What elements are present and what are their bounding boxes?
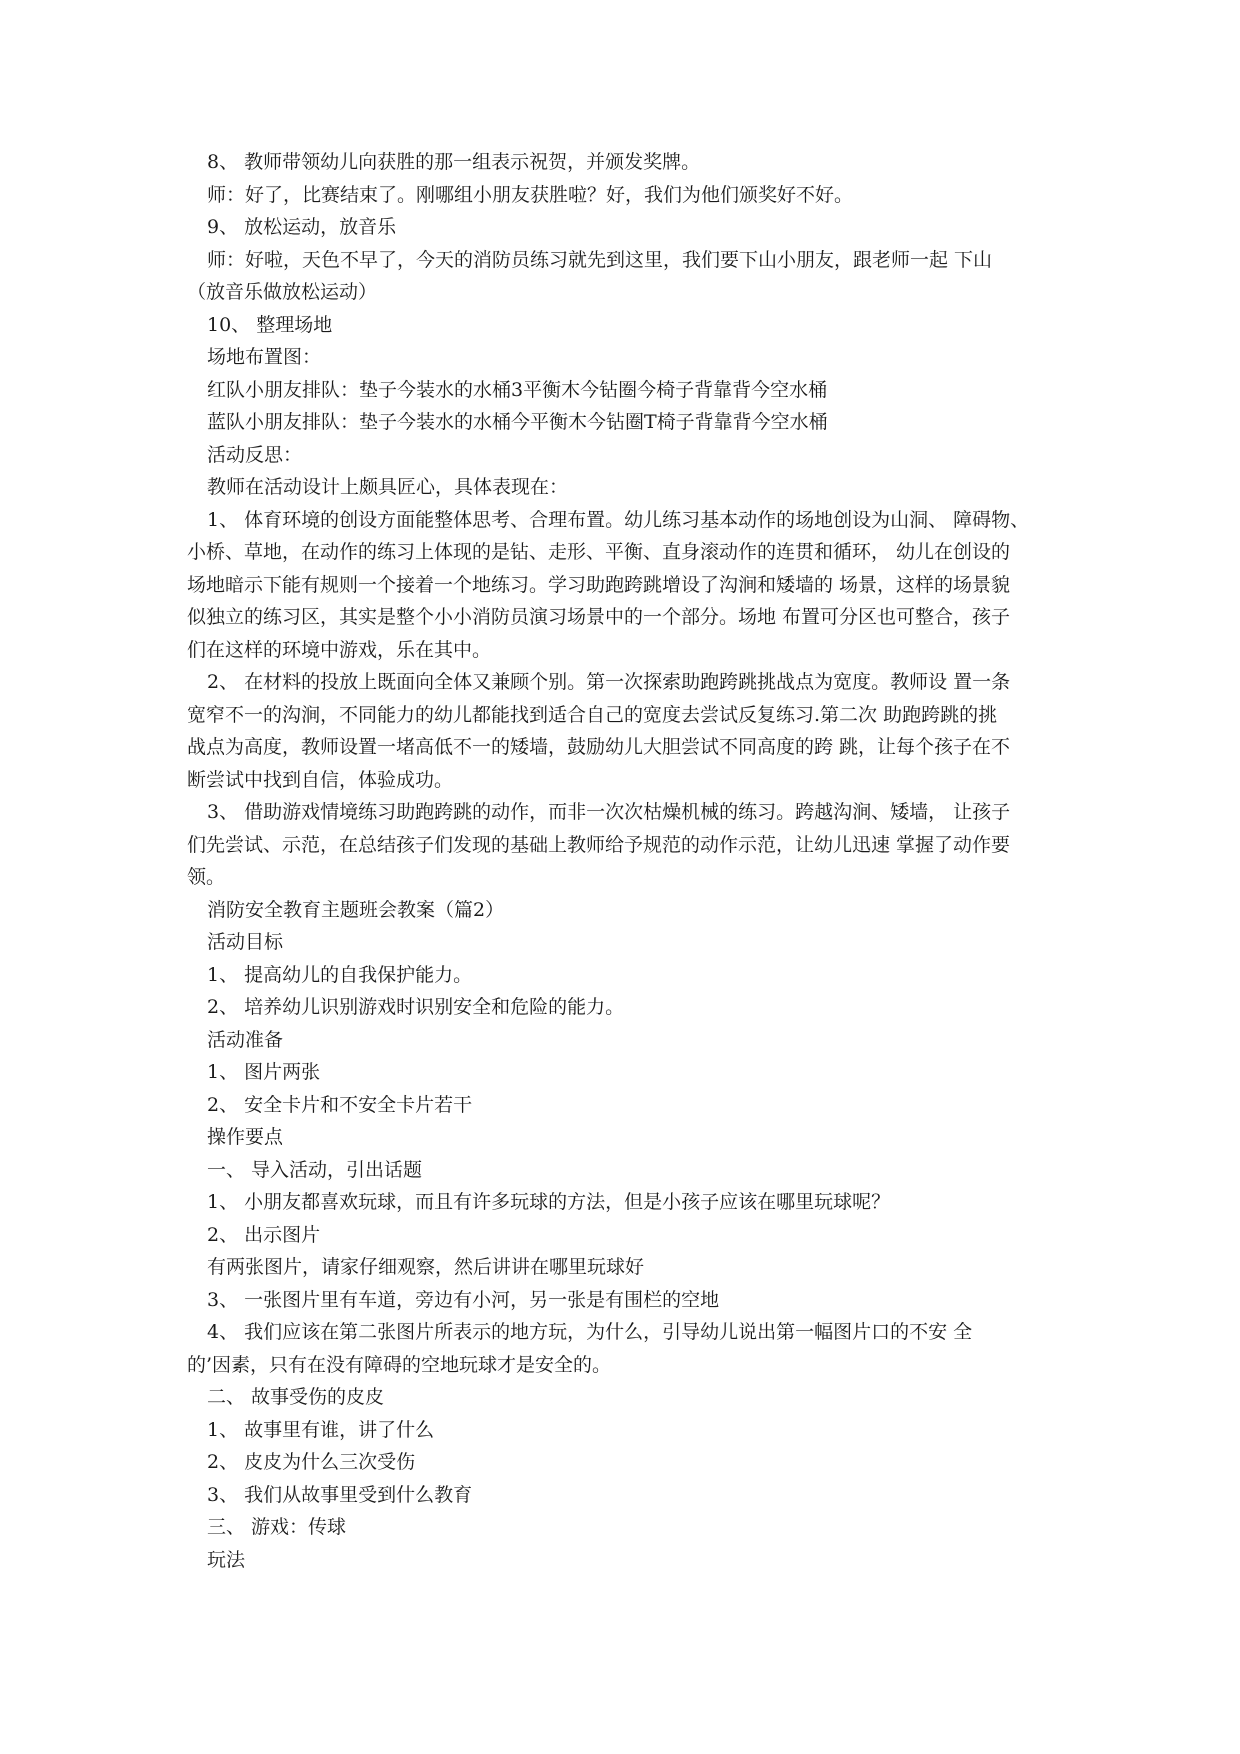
text-line: 2、 在材料的投放上既面向全体又兼顾个别。第一次探索助跑跨跳挑战点为宽度。教师设 置一条 [207, 671, 1011, 693]
section-heading: 消防安全教育主题班会教案（篇2） [207, 898, 505, 921]
text-line: 8、 教师带领幼儿向获胜的那一组表示祝贺，并颁发奖牌。 [207, 151, 701, 173]
text-line: 蓝队小朋友排队：垫子今装水的水桶今平衡木今钻圈T椅子背靠背今空水桶 [207, 411, 828, 433]
text-line: 场地暗示下能有规则一个接着一个地练习。学习助跑跨跳增设了沟涧和矮墙的 场景，这样的场景貌 [187, 573, 1011, 596]
text-line: 小桥、草地，在动作的练习上体现的是钻、走形、平衡、直身滚动作的连贯和循环， 幼儿在创设的 [187, 541, 1011, 563]
text-line: 们先尝试、示范，在总结孩子们发现的基础上教师给予规范的动作示范，让幼儿迅速 掌握了动作要 [187, 833, 1011, 856]
text-line: 2、 安全卡片和不安全卡片若干 [207, 1093, 473, 1116]
text-line: 3、 一张图片里有车道，旁边有小河，另一张是有围栏的空地 [207, 1288, 720, 1311]
text-line: 场地布置图： [207, 346, 322, 368]
text-line: 一、 导入活动，引出话题 [207, 1158, 423, 1181]
text-line: 师：好啦，天色不早了，今天的消防员练习就先到这里，我们要下山小朋友，跟老师一起 下山 [207, 248, 993, 271]
text-line: 1、 图片两张 [207, 1061, 321, 1083]
text-line: 断尝试中找到自信，体验成功。 [187, 768, 454, 791]
text-line: 3、 借助游戏情境练习助跑跨跳的动作，而非一次次枯燥机械的练习。跨越沟涧、矮墙， 让孩子 [207, 801, 1011, 823]
text-line: （放音乐做放松运动） [187, 281, 378, 303]
text-line: 玩法 [207, 1548, 246, 1571]
text-line: 2、 皮皮为什么三次受伤 [207, 1451, 416, 1473]
text-line: 红队小朋友排队：垫子今装水的水桶3平衡木今钻圈今椅子背靠背今空水桶 [207, 378, 828, 401]
text-line: 们在这样的环境中游戏，乐在其中。 [187, 638, 492, 661]
text-line: 9、 放松运动，放音乐 [207, 216, 397, 238]
text-line: 似独立的练习区，其实是整个小小消防员演习场景中的一个部分。场地 布置可分区也可整合，孩子 [187, 606, 1011, 628]
text-line: 的’因素，只有在没有障碍的空地玩球才是安全的。 [187, 1353, 612, 1376]
text-line: 师：好了，比赛结束了。刚哪组小朋友获胜啦？好，我们为他们颁奖好不好。 [207, 183, 854, 206]
text-line: 二、 故事受伤的皮皮 [207, 1386, 385, 1408]
text-line: 宽窄不一的沟涧，不同能力的幼儿都能找到适合自己的宽度去尝试反复练习.第二次 助跑跨跳的挑 [187, 703, 998, 726]
text-line: 3、 我们从故事里受到什么教育 [207, 1483, 473, 1506]
text-line: 活动目标 [207, 931, 284, 953]
text-line: 1、 小朋友都喜欢玩球，而且有许多玩球的方法，但是小孩子应该在哪里玩球呢？ [207, 1191, 891, 1213]
text-line: 10、 整理场地 [207, 313, 333, 336]
text-line: 操作要点 [207, 1126, 284, 1148]
text-line: 2、 出示图片 [207, 1223, 321, 1246]
text-line: 战点为高度，教师设置一堵高低不一的矮墙，鼓励幼儿大胆尝试不同高度的跨 跳，让每个孩子在不 [187, 736, 1011, 758]
text-line: 4、 我们应该在第二张图片所表示的地方玩，为什么，引导幼儿说出第一幅图片口的不安 全 [207, 1321, 973, 1343]
text-line: 领。 [187, 866, 226, 888]
text-line: 1、 故事里有谁，讲了什么 [207, 1418, 435, 1441]
text-line: 2、 培养幼儿识别游戏时识别安全和危险的能力。 [207, 996, 625, 1018]
text-line: 1、 体育环境的创设方面能整体思考、合理布置。幼儿练习基本动作的场地创设为山洞、 障碍物、 [207, 508, 1030, 531]
text-line: 1、 提高幼儿的自我保护能力。 [207, 963, 473, 986]
text-line: 有两张图片，请家仔细观察，然后讲讲在哪里玩球好 [207, 1256, 645, 1278]
document-body [187, 146, 1067, 1576]
text-line: 三、 游戏：传球 [207, 1516, 347, 1538]
text-line: 教师在活动设计上颇具匠心，具体表现在： [207, 476, 569, 498]
text-line: 活动反思： [207, 443, 303, 466]
text-line: 活动准备 [207, 1028, 284, 1051]
